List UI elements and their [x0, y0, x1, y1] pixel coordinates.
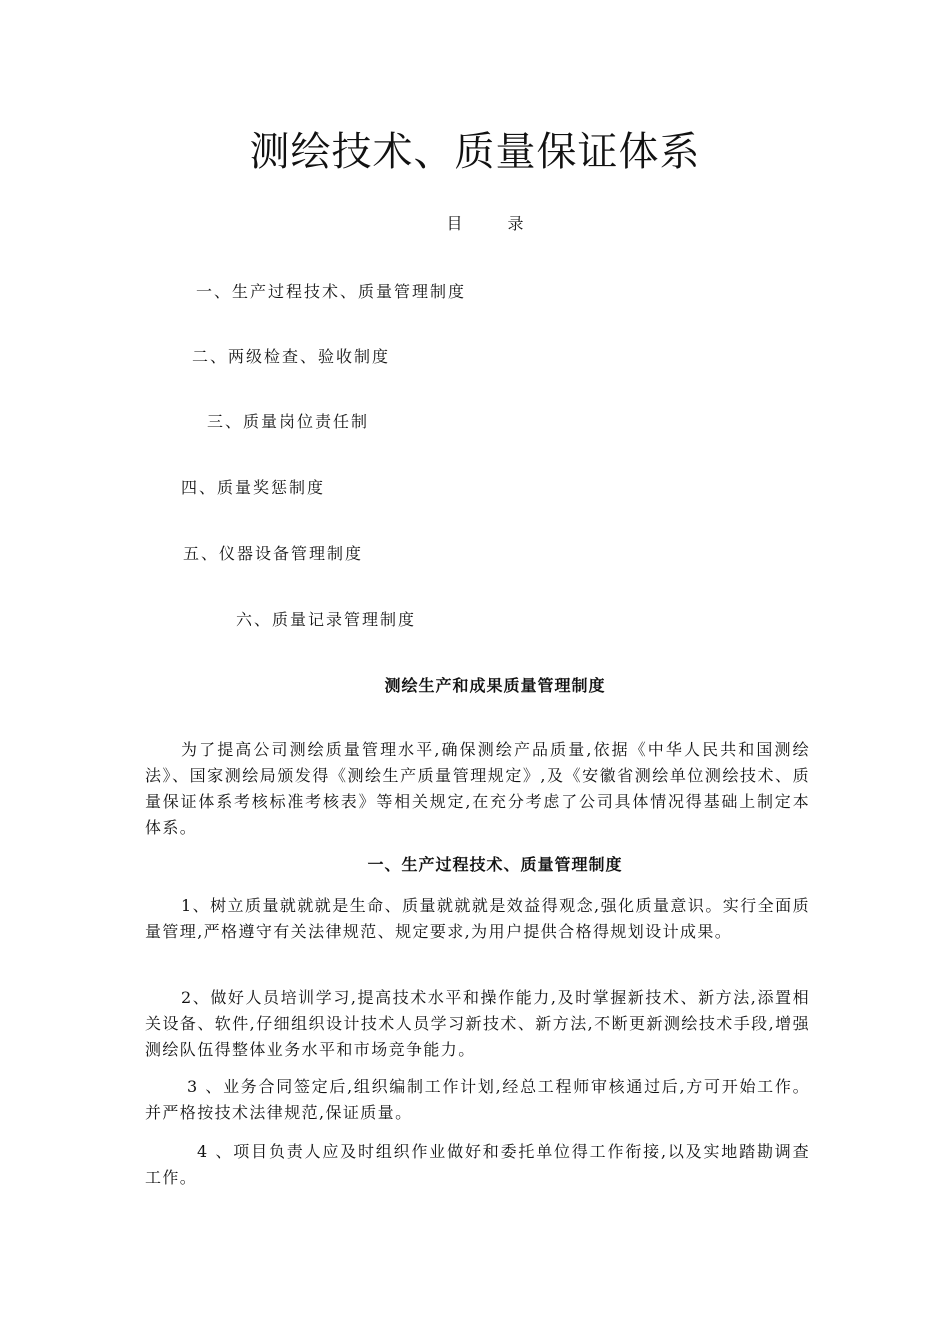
list-item: 2、做好人员培训学习,提高技术水平和操作能力,及时掌握新技术、新方法,添置相关设备、软件,仔细组织设计技术人员学习新技术、新方法,不断更新测绘技术手段,增强测绘队伍得整体业务水平和市场竞争能力。 [145, 988, 810, 1059]
list-item: 4 、项目负责人应及时组织作业做好和委托单位得工作衔接,以及实地踏勘调查工作。 [145, 1142, 810, 1187]
toc-item: 三、质量岗位责任制 [207, 412, 370, 431]
intro-paragraph: 为了提高公司测绘质量管理水平,确保测绘产品质量,依据《中华人民共和国测绘法》、国家测绘局颁发得《测绘生产质量管理规定》,及《安徽省测绘单位测绘技术、质量保证体系考核标准考核表》等相关规定,在充分考虑了公司具体情况得基础上制定本体系。 [145, 740, 810, 837]
section-heading: 测绘生产和成果质量管理制度 [384, 676, 606, 695]
toc-item: 二、两级检查、验收制度 [192, 347, 391, 366]
list-item: 1、树立质量就就就是生命、质量就就就是效益得观念,强化质量意识。实行全面质量管理,严格遵守有关法律规范、规定要求,为用户提供合格得规划设计成果。 [145, 896, 810, 941]
list-item: 3 、业务合同签定后,组织编制工作计划,经总工程师审核通过后,方可开始工作。并严格按技术法律规范,保证质量。 [145, 1077, 810, 1122]
document-title: 测绘技术、质量保证体系 [249, 129, 701, 175]
toc-item: 五、仪器设备管理制度 [183, 544, 364, 563]
subsection-heading: 一、生产过程技术、质量管理制度 [367, 855, 623, 874]
toc-item: 一、生产过程技术、质量管理制度 [196, 282, 467, 301]
toc-heading: 目 录 [446, 214, 544, 233]
toc-item: 四、质量奖惩制度 [181, 478, 326, 497]
toc-item: 六、质量记录管理制度 [236, 610, 417, 629]
